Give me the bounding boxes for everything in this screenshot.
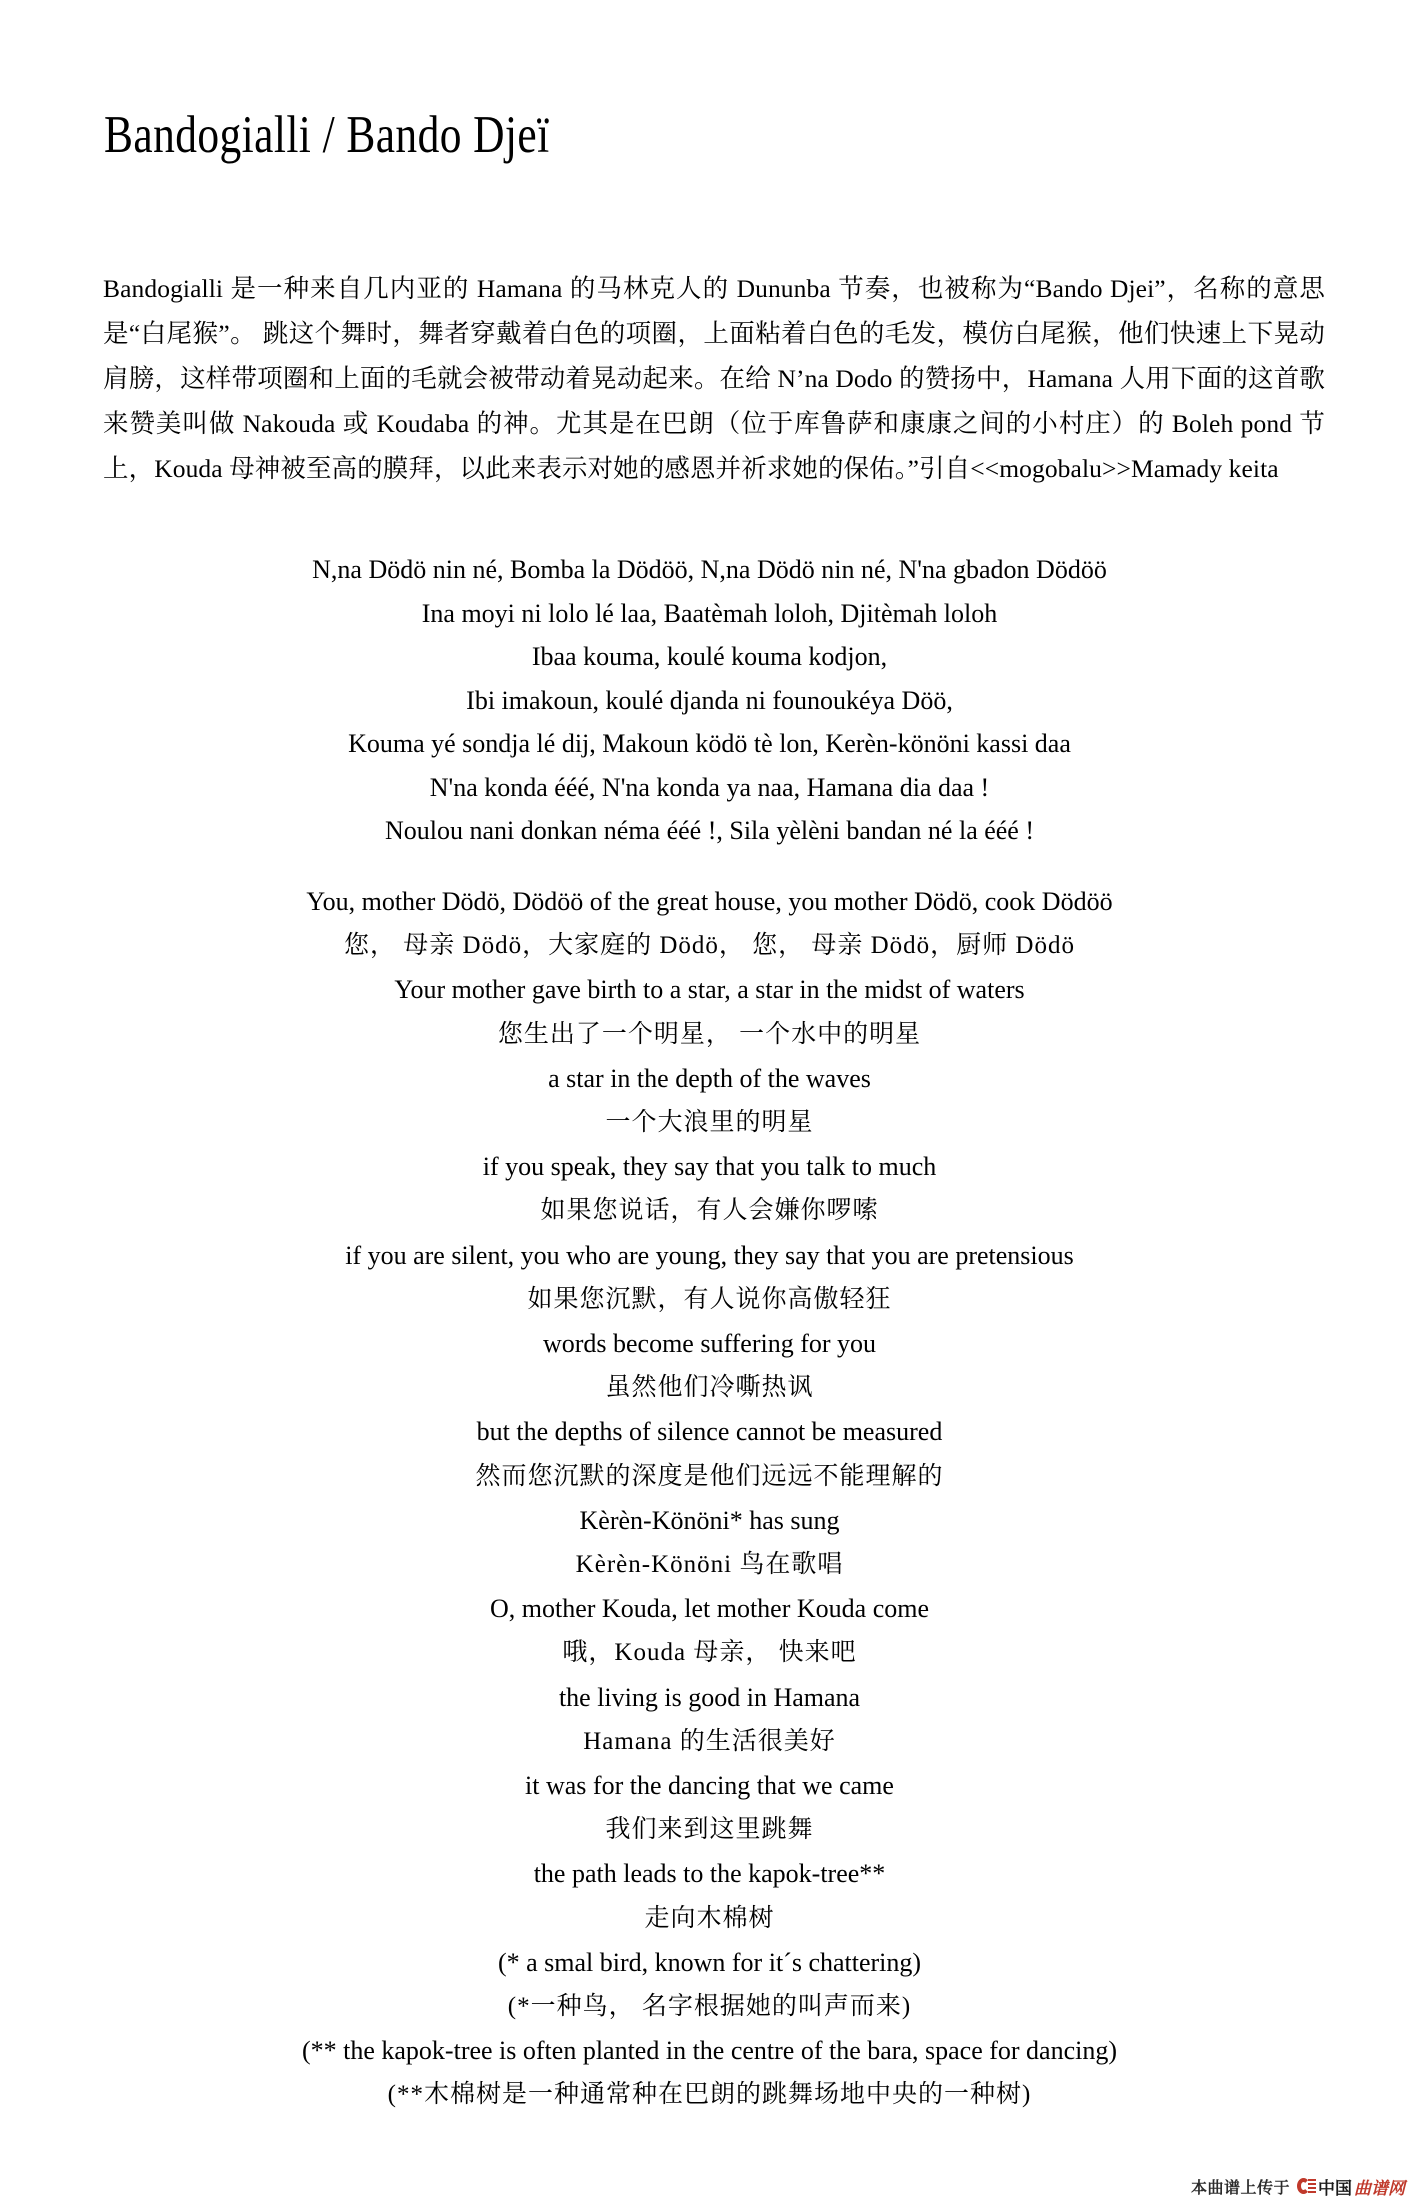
verse-line: Kouma yé sondja lé dij, Makoun ködö tè lon, Kerèn-könöni kassi daa <box>348 729 1071 758</box>
translation-line-en: You, mother Dödö, Dödöö of the great house, you mother Dödö, cook Dödöö <box>306 887 1113 916</box>
translation-line-zh: 哦，Kouda 母亲， 快来吧 <box>562 1639 857 1667</box>
translation-line-zh: 一个大浪里的明星 <box>605 1109 814 1137</box>
intro-paragraph: Bandogialli 是一种来自几内亚的 Hamana 的马林克人的 Dununba 节奏，也被称为“Bando Djei”，名称的意思是“白尾猴”。 跳这个舞时，舞者穿戴着白色的项圈，上面粘着白色的毛发，模仿白尾猴，他们快速上下晃动肩膀，这样带项圈和上面的毛就会被带动着晃动起来。在给 N’na Dodo 的赞扬中，Hamana 人用下面的这首歌来赞美叫做 Nakouda 或 Koudaba 的神。尤其是在巴朗（位于库鲁萨和康康之间的小村庄）的 Boleh pond 节上，Kouda 母神被至高的膜拜，以此来表示对她的感恩并祈求她的保佑。”引自<<mogobalu>>Mamady keita <box>103 273 1325 483</box>
translation-line-en: the path leads to the kapok-tree** <box>533 1859 886 1889</box>
translation-line-en: (* a smal bird, known for it´s chattering) <box>497 1947 922 1977</box>
translation-line-en: if you speak, they say that you talk to much <box>482 1152 937 1182</box>
watermark <box>1191 2174 1405 2199</box>
translation-line-en: the living is good in Hamana <box>558 1682 861 1712</box>
verse-line: Ina moyi ni lolo lé laa, Baatèmah loloh, Djitèmah loloh <box>421 598 998 628</box>
translation-line-en: a star in the depth of the waves <box>548 1063 871 1093</box>
watermark-brand-part2: 曲谱网 <box>1354 2179 1405 2198</box>
page-title: Bandogialli / Bando Djeï <box>104 105 550 164</box>
translation-line-zh: 走向木棉树 <box>644 1904 775 1932</box>
translation-line-zh: 如果您沉默，有人说你高傲轻狂 <box>527 1285 892 1313</box>
translation-line-en: (** the kapok-tree is often planted in the centre of the bara, space for dancing) <box>301 2036 1118 2066</box>
translation-line-en: Kèrèn-Könöni* has sung <box>579 1505 840 1535</box>
verse-line: Ibi imakoun, koulé djanda ni founoukéya Döö, <box>466 685 953 715</box>
translation-line-zh: (*一种鸟， 名字根据她的叫声而来) <box>507 1993 912 2021</box>
translation-line-zh: 您， 母亲 Dödö，大家庭的 Dödö， 您， 母亲 Dödö，厨师 Dödö <box>344 932 1075 960</box>
translation-line-zh: 然而您沉默的深度是他们远远不能理解的 <box>475 1462 944 1490</box>
translation-line-en: but the depths of silence cannot be measured <box>476 1417 943 1447</box>
watermark-label: 本曲谱上传于 <box>1190 2180 1290 2197</box>
verse-line: Ibaa kouma, koulé kouma kodjon, <box>531 642 888 671</box>
translation-line-en: it was for the dancing that we came <box>525 1771 894 1801</box>
malinke-verse-block <box>0 548 1419 853</box>
translation-line-zh: Hamana 的生活很美好 <box>583 1727 836 1755</box>
translation-line-zh: Kèrèn-Könöni 鸟在歌唱 <box>575 1551 844 1579</box>
verse-line: N,na Dödö nin né, Bomba la Dödöö, N,na Dödö nin né, N'na gbadon Dödöö <box>312 555 1107 584</box>
translation-verse-block <box>0 880 1419 2118</box>
qupu-logo-icon <box>1297 2178 1316 2195</box>
translation-line-zh: 您生出了一个明星， 一个水中的明星 <box>497 1020 922 1048</box>
translation-line-en: words become suffering for you <box>542 1329 877 1359</box>
translation-line-en: Your mother gave birth to a star, a star in the midst of waters <box>394 975 1025 1005</box>
translation-line-zh: 如果您说话，有人会嫌你啰嗦 <box>540 1197 879 1225</box>
translation-line-zh: 我们来到这里跳舞 <box>605 1816 814 1844</box>
translation-line-en: if you are silent, you who are young, they say that you are pretensious <box>345 1240 1074 1270</box>
watermark-logo <box>1297 2174 1405 2199</box>
translation-line-zh: 虽然他们冷嘶热讽 <box>605 1374 814 1402</box>
watermark-brand-part1: 中国 <box>1318 2179 1352 2198</box>
verse-line: N'na konda ééé, N'na konda ya naa, Hamana dia daa ! <box>429 772 990 802</box>
translation-line-zh: (**木棉树是一种通常种在巴朗的跳舞场地中央的一种树) <box>387 2081 1032 2109</box>
translation-line-en: O, mother Kouda, let mother Kouda come <box>490 1594 929 1624</box>
verse-line: Noulou nani donkan néma ééé !, Sila yèlèni bandan né la ééé ! <box>384 816 1035 845</box>
